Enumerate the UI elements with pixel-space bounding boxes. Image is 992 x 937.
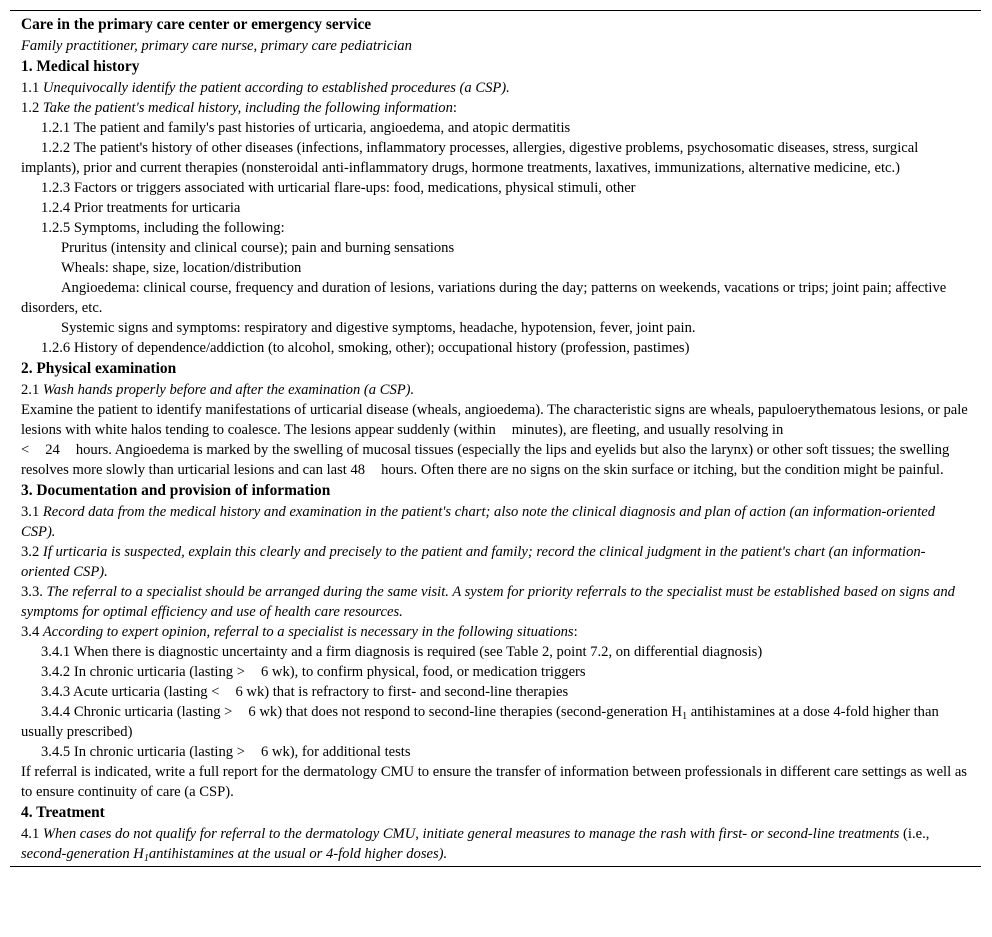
item-text: Unequivocally identify the patient according to established procedures (a CSP).: [42, 80, 510, 96]
item-text: Record data from the medical history and examination in the patient's chart; also note the clinical diagnosis and plan of action (an information-oriented CSP).: [21, 504, 936, 540]
section-heading-treatment: 4. Treatment: [21, 804, 105, 821]
item-3-4-2: [21, 662, 971, 682]
item-1-2: [21, 98, 971, 118]
care-table-cell: [10, 14, 981, 864]
item-text: The referral to a specialist should be arranged during the same visit. A system for priority referrals to the specialist must be established based on signs and symptoms for optimal efficiency and use of health care resources.: [21, 584, 955, 620]
item-1-1: [21, 78, 971, 98]
text-run: hours. Angioedema is marked by the swelling of mucosal tissues (especially the lips and eyelids but also the larynx) or other soft tissues; the swelling resolves more slowly than urticarial lesions and can last 48: [21, 442, 950, 478]
text-run: <: [21, 442, 30, 458]
item-3-3: [21, 582, 971, 622]
item-number: 4.1: [21, 826, 43, 842]
item-3-4-4: [21, 702, 971, 742]
care-table: [10, 10, 981, 867]
item-1-2-2: 1.2.2 The patient's history of other diseases (infections, inflammatory processes, allergies, digestive problems, psychosomatic diseases, stress, surgical implants), prior and current therapies (nonsteroidal anti-inflammatory drugs, hormone treatments, laxatives, immunizations, alternative medicine, etc.): [21, 140, 919, 176]
item-text: Take the patient's medical history, including the following information: [42, 100, 453, 116]
symptom-pruritus: Pruritus (intensity and clinical course); pain and burning sensations: [61, 240, 455, 256]
item-text: Wash hands properly before and after the examination (a CSP).: [42, 382, 415, 398]
text-run: 3.4.2 In chronic urticaria (lasting >: [41, 664, 245, 680]
item-number: 3.4: [21, 624, 43, 640]
text-run: antihistamines at the usual or 4-fold higher doses).: [148, 846, 448, 862]
item-number: 3.3.: [21, 584, 47, 600]
item-3-2: [21, 542, 971, 582]
text-run: 3.4.4 Chronic urticaria (lasting >: [41, 704, 233, 720]
section-heading-medical-history: 1. Medical history: [21, 58, 140, 75]
text-run: antihistamines at a dose 4-fold higher than usually prescribed): [21, 704, 939, 740]
item-number: 1.2: [21, 100, 43, 116]
text-run: 6 wk), to confirm physical, food, or medication triggers: [260, 664, 586, 680]
symptom-wheals: Wheals: shape, size, location/distribution: [61, 260, 302, 276]
item-3-4: [21, 622, 971, 642]
item-3-4-3: [21, 682, 971, 702]
item-1-2-1: 1.2.1 The patient and family's past histories of urticaria, angioedema, and atopic dermatitis: [41, 120, 571, 136]
table-title: Care in the primary care center or emergency service: [21, 16, 372, 33]
text-run: When cases do not qualify for referral to the dermatology CMU, initiate general measures to manage the rash with first- or second-line treatments: [42, 826, 900, 842]
item-2-1: [21, 380, 971, 400]
text-run: 6 wk) that does not respond to second-line therapies (second-generation H: [248, 704, 683, 720]
item-4-1: [21, 824, 971, 864]
symptom-angioedema: Angioedema: clinical course, frequency and duration of lesions, variations during the day; patterns on weekends, vacations or trips; joint pain; affective disorders, etc.: [21, 280, 947, 316]
item-1-2-6: 1.2.6 History of dependence/addiction (to alcohol, smoking, other); occupational history (profession, pastimes): [41, 340, 690, 356]
symptom-systemic: Systemic signs and symptoms: respiratory and digestive symptoms, headache, hypotension, fever, joint pain.: [61, 320, 696, 336]
item-text-tail: :: [573, 624, 578, 640]
item-3-4-5: [21, 742, 971, 762]
text-run: 3.4.5 In chronic urticaria (lasting >: [41, 744, 245, 760]
item-3-4-1: 3.4.1 When there is diagnostic uncertainty and a firm diagnosis is required (see Table 2, point 7.2, on differential diagnosis): [41, 644, 763, 660]
section-heading-physical-examination: 2. Physical examination: [21, 360, 177, 377]
text-run: second-generation H: [21, 846, 144, 862]
section-heading-documentation: 3. Documentation and provision of information: [21, 482, 331, 499]
text-run: 3.4.3 Acute urticaria (lasting <: [41, 684, 220, 700]
text-run: 6 wk) that is refractory to first- and second-line therapies: [235, 684, 569, 700]
text-run: 24: [45, 442, 60, 458]
text-run: 6 wk), for additional tests: [260, 744, 411, 760]
item-number: 3.1: [21, 504, 43, 520]
item-number: 2.1: [21, 382, 43, 398]
item-3-1: [21, 502, 971, 542]
text-run: Examine the patient to identify manifestations of urticarial disease (wheals, angioedema). The characteristic signs are wheals, papuloerythematous lesions, or pale lesions with white halos tending to coalesce. The lesions appear suddenly (within: [21, 402, 968, 438]
table-subtitle: Family practitioner, primary care nurse, primary care pediatrician: [21, 38, 412, 54]
item-1-2-3: 1.2.3 Factors or triggers associated with urticarial flare-ups: food, medications, physical stimuli, other: [41, 180, 636, 196]
item-number: 3.2: [21, 544, 43, 560]
item-text: If urticaria is suspected, explain this clearly and precisely to the patient and family; record the clinical judgment in the patient's chart (an information-oriented CSP).: [21, 544, 926, 580]
text-run: (i.e.,: [899, 826, 930, 842]
text-run: minutes), are fleeting, and usually resolving in: [511, 422, 784, 438]
item-text-tail: :: [452, 100, 457, 116]
examination-paragraph: [21, 400, 971, 480]
item-1-2-5: 1.2.5 Symptoms, including the following:: [41, 220, 285, 236]
subscript: 1: [143, 853, 149, 864]
referral-paragraph: If referral is indicated, write a full report for the dermatology CMU to ensure the transfer of information between professionals in different care settings as well as to ensure continuity of care (a CSP).: [21, 764, 967, 800]
item-number: 1.1: [21, 80, 43, 96]
subscript: 1: [682, 711, 688, 722]
text-run: hours. Often there are no signs on the skin surface or itching, but the condition might be painful.: [381, 462, 944, 478]
item-text: According to expert opinion, referral to a specialist is necessary in the following situations: [42, 624, 574, 640]
item-1-2-4: 1.2.4 Prior treatments for urticaria: [41, 200, 241, 216]
